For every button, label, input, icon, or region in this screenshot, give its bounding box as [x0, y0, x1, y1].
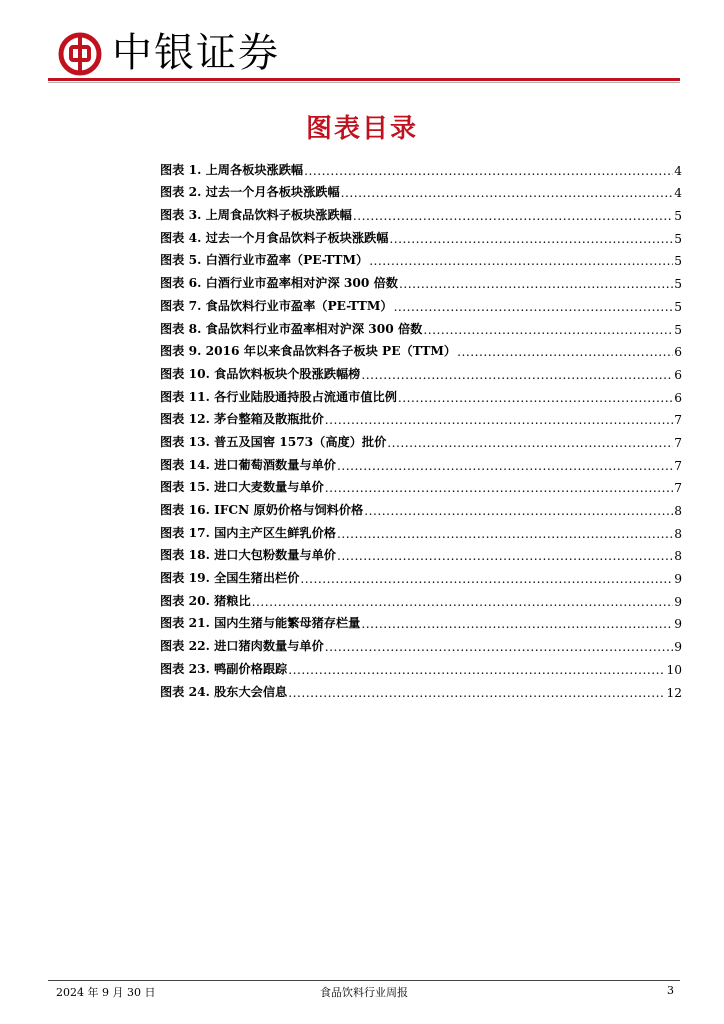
toc-entry-page: 5	[674, 299, 682, 314]
toc-leader-dots	[364, 504, 673, 518]
toc-entry-label: 图表 16. IFCN 原奶价格与饲料价格	[160, 503, 364, 517]
toc-entry[interactable]	[160, 518, 682, 541]
report-name: 食品饮料行业周报	[320, 986, 408, 999]
toc-entry[interactable]	[160, 609, 682, 632]
toc-entry-label: 图表 5. 白酒行业市盈率（PE-TTM）	[160, 253, 369, 268]
toc-entry-label: 图表 14. 进口葡萄酒数量与单价	[160, 457, 336, 472]
toc-entry-label: 图表 18. 进口大包粉数量与单价	[160, 548, 336, 563]
toc-entry-label: 图表 4. 过去一个月食品饮料子板块涨跌幅	[160, 230, 389, 245]
toc-leader-dots	[399, 277, 673, 291]
report-date: 2024 年 9 月 30 日	[56, 986, 156, 999]
toc-entry[interactable]	[160, 586, 682, 609]
toc-entry-page: 8	[674, 526, 682, 541]
toc-entry-page: 5	[674, 254, 682, 269]
toc-entry[interactable]	[160, 291, 682, 314]
toc-entry-page: 5	[674, 322, 682, 337]
toc-leader-dots	[304, 164, 673, 178]
toc-entry-label: 图表 22. 进口猪肉数量与单价	[160, 639, 324, 654]
toc-entry-label: 图表 15. 进口大麦数量与单价	[160, 480, 324, 495]
toc-entry-page: 7	[674, 481, 682, 496]
toc-entry-label: 图表 13. 普五及国窖 1573（高度）批价	[160, 434, 387, 449]
page-header	[48, 22, 680, 82]
toc-entry-page: 5	[674, 209, 682, 224]
toc-entry-page: 7	[674, 413, 682, 428]
toc-leader-dots	[337, 549, 673, 563]
header-divider	[48, 78, 680, 81]
footer-divider	[48, 980, 680, 981]
toc-entry-page: 4	[674, 186, 682, 201]
toc-entry[interactable]	[160, 631, 682, 654]
toc-entry[interactable]	[160, 677, 682, 700]
toc-entry[interactable]	[160, 450, 682, 473]
brand-name: 中银证券	[112, 30, 280, 76]
toc-entry[interactable]	[160, 178, 682, 201]
toc-entry-label: 图表 12. 茅台整箱及散瓶批价	[160, 412, 324, 427]
toc-entry-page: 10	[666, 662, 682, 677]
toc-entry-page: 9	[674, 617, 682, 632]
toc-entry[interactable]	[160, 337, 682, 360]
toc-entry[interactable]	[160, 268, 682, 291]
toc-leader-dots	[325, 640, 673, 654]
toc-entry-page: 4	[674, 163, 682, 178]
toc-entry-label: 图表 8. 食品饮料行业市盈率相对沪深 300 倍数	[160, 321, 423, 336]
toc-list	[160, 155, 682, 700]
toc-entry-page: 5	[674, 277, 682, 292]
toc-entry-page: 8	[674, 504, 682, 518]
toc-leader-dots	[457, 345, 673, 359]
toc-entry-label: 图表 2. 过去一个月各板块涨跌幅	[160, 185, 340, 200]
toc-leader-dots	[325, 413, 673, 427]
toc-entry-label: 图表 9. 2016 年以来食品饮料各子板块 PE（TTM）	[160, 344, 457, 359]
toc-leader-dots	[252, 595, 674, 609]
toc-entry-label: 图表 11. 各行业陆股通持股占流通市值比例	[160, 389, 397, 404]
page-footer	[48, 984, 680, 1002]
toc-entry[interactable]	[160, 541, 682, 564]
toc-entry[interactable]	[160, 382, 682, 405]
toc-entry[interactable]	[160, 654, 682, 677]
toc-entry-label: 图表 17. 国内主产区生鲜乳价格	[160, 525, 336, 540]
toc-entry-page: 7	[674, 458, 682, 473]
toc-leader-dots	[353, 209, 673, 223]
toc-entry[interactable]	[160, 314, 682, 337]
toc-leader-dots	[337, 459, 673, 473]
toc-entry-page: 9	[674, 594, 682, 609]
toc-leader-dots	[288, 663, 665, 677]
toc-leader-dots	[389, 232, 673, 246]
toc-entry-label: 图表 3. 上周食品饮料子板块涨跌幅	[160, 208, 352, 223]
toc-entry[interactable]	[160, 563, 682, 586]
toc-leader-dots	[398, 391, 673, 405]
toc-entry[interactable]	[160, 223, 682, 246]
page-number: 3	[667, 984, 674, 997]
toc-entry-page: 12	[666, 685, 682, 700]
toc-leader-dots	[288, 686, 665, 700]
toc-entry[interactable]	[160, 359, 682, 382]
toc-entry-page: 6	[674, 367, 682, 382]
toc-entry[interactable]	[160, 200, 682, 223]
toc-leader-dots	[369, 254, 673, 268]
toc-entry-page: 5	[674, 231, 682, 246]
toc-entry[interactable]	[160, 405, 682, 428]
toc-entry[interactable]	[160, 427, 682, 450]
toc-entry-label: 图表 7. 食品饮料行业市盈率（PE-TTM）	[160, 298, 393, 313]
toc-entry-label: 图表 1. 上周各板块涨跌幅	[160, 162, 304, 177]
toc-entry-page: 6	[674, 345, 682, 360]
toc-entry[interactable]	[160, 246, 682, 269]
toc-leader-dots	[394, 300, 674, 314]
toc-leader-dots	[423, 323, 673, 337]
toc-entry-label: 图表 21. 国内生猪与能繁母猪存栏量	[160, 616, 361, 631]
toc-entry-page: 8	[674, 549, 682, 564]
toc-entry-label: 图表 6. 白酒行业市盈率相对沪深 300 倍数	[160, 276, 398, 291]
toc-entry-label: 图表 10. 食品饮料板块个股涨跌幅榜	[160, 366, 361, 381]
toc-leader-dots	[341, 186, 674, 200]
toc-entry-page: 9	[674, 640, 682, 655]
toc-leader-dots	[361, 368, 673, 382]
toc-entry-label: 图表 20. 猪粮比	[160, 593, 251, 608]
toc-leader-dots	[300, 572, 673, 586]
toc-entry-label: 图表 24. 股东大会信息	[160, 684, 288, 699]
toc-leader-dots	[337, 527, 673, 541]
toc-entry-page: 6	[674, 390, 682, 405]
toc-entry-page: 7	[674, 435, 682, 450]
toc-leader-dots	[387, 436, 673, 450]
toc-entry[interactable]	[160, 473, 682, 496]
toc-entry[interactable]	[160, 155, 682, 178]
toc-entry-label: 图表 23. 鸭副价格跟踪	[160, 661, 288, 676]
bank-of-china-logo-icon	[58, 32, 102, 76]
header-divider-thin	[48, 82, 680, 83]
toc-leader-dots	[325, 481, 673, 495]
toc-entry-page: 9	[674, 572, 682, 587]
toc-leader-dots	[361, 617, 673, 631]
toc-entry-label: 图表 19. 全国生猪出栏价	[160, 571, 300, 586]
toc-entry[interactable]	[160, 495, 682, 518]
toc-title: 图表目录	[305, 114, 418, 144]
